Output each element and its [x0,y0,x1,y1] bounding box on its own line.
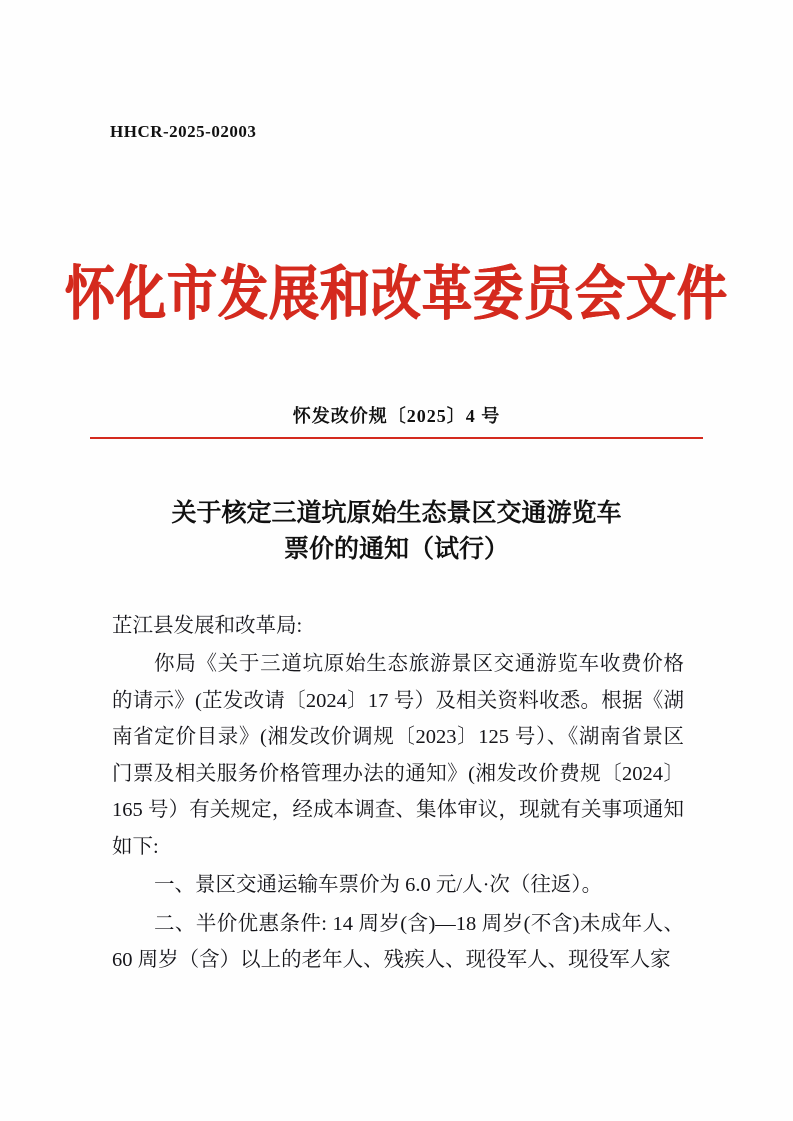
masthead-title: 怀化市发展和改革委员会文件 [65,259,728,329]
page-title [110,495,683,568]
document-number: 怀发改价规〔2025〕4 号 [292,406,501,426]
document-body [112,608,684,981]
page-title-line-2: 票价的通知（试行） [283,534,509,564]
document-code: HHCR-2025-02003 [110,122,257,141]
body-paragraph-1: 你局《关于三道坑原始生态旅游景区交通游览车收费价格的请示》(芷发改请〔2024〕17 号）及相关资料收悉。根据《湖南省定价目录》(湘发改价调规〔2023〕125 号）、《湖南省景区门票及相关服务价格管理办法的通知》(湘发改价费规〔2024〕165 号）有关规定，经成本调查、集体审议，现就有关事项通知如下: [112,653,684,858]
body-paragraph-3: 二、半价优惠条件: 14 周岁(含)—18 周岁(不含)未成年人、60 周岁（含）以上的老年人、残疾人、现役军人、现役军人家 [112,912,684,972]
recipient-line: 芷江县发展和改革局: [112,615,303,637]
body-paragraph-2: 一、景区交通运输车票价为 6.0 元/人·次（往返）。 [154,874,603,897]
page-title-line-1: 关于核定三道坑原始生态景区交通游览车 [171,498,622,527]
red-divider [90,437,703,439]
